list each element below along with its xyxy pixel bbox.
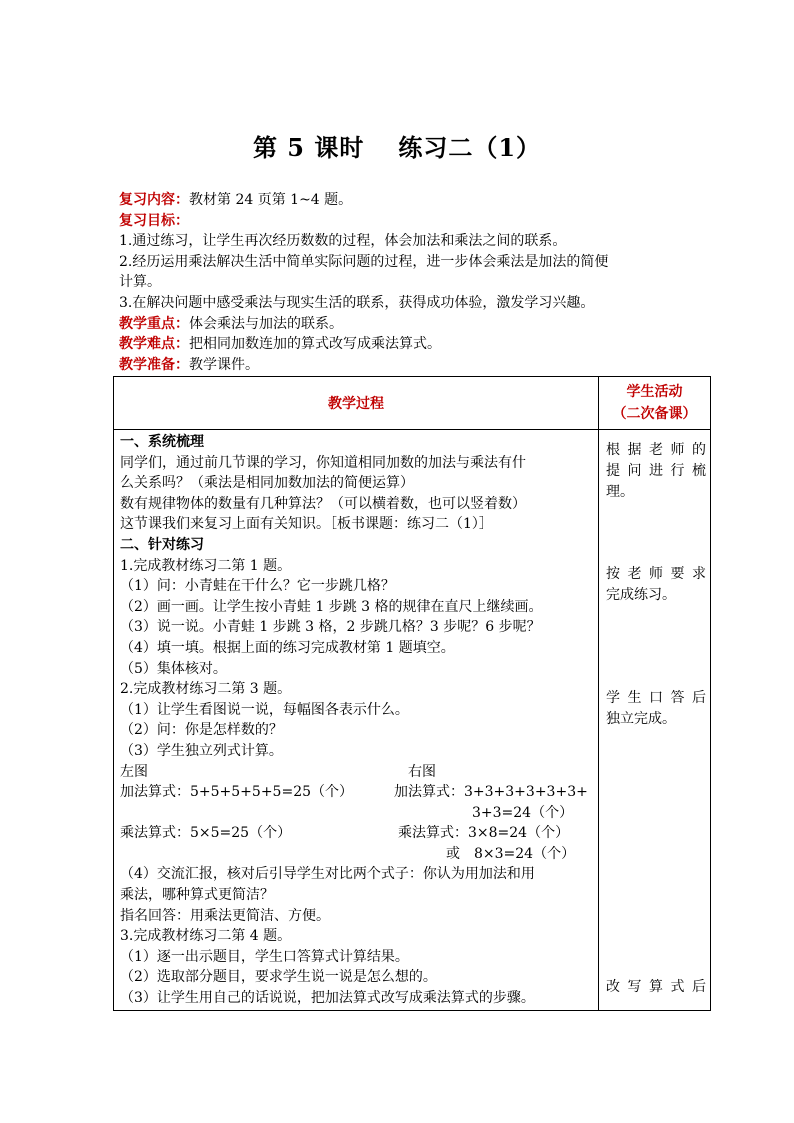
title-topic: 练习二（1） bbox=[398, 133, 542, 162]
process-line: （2）画一画。让学生按小青蛙 1 步跳 3 格的规律在直尺上继续画。 bbox=[120, 598, 543, 615]
info-line: 教学重点：体会乘法与加法的联系。 bbox=[119, 315, 343, 332]
activity-note: 根据老师的 bbox=[606, 442, 706, 458]
process-line: 这节课我们来复习上面有关知识。［板书课题：练习二（1）］ bbox=[120, 516, 493, 533]
info-line: 计算。 bbox=[119, 274, 161, 291]
process-line: 指名回答：用乘法更简洁、方便。 bbox=[120, 907, 330, 924]
process-line: （1）逐一出示题目，学生口答算式计算结果。 bbox=[120, 948, 409, 965]
process-line: （2）选取部分题目，要求学生说一说是怎么想的。 bbox=[120, 969, 437, 986]
title-lesson: 第 5 课时 bbox=[252, 133, 365, 162]
equation-row: 乘法算式：5×5=25（个） 乘法算式：3×8=24（个） bbox=[120, 825, 570, 842]
teaching-process-content bbox=[114, 430, 599, 1011]
activity-note: 独立完成。 bbox=[606, 711, 676, 727]
section-heading: 二、针对练习 bbox=[120, 536, 204, 553]
info-line: 1.通过练习，让学生再次经历数数的过程，体会加法和乘法之间的联系。 bbox=[119, 233, 567, 250]
process-line: （3）学生独立列式计算。 bbox=[120, 742, 283, 759]
process-line: （4）填一填。根据上面的练习完成教材第 1 题填空。 bbox=[120, 639, 455, 656]
equation-row: 加法算式：5+5+5+5+5=25（个） 加法算式：3+3+3+3+3+3+ bbox=[120, 784, 588, 801]
info-line: 2.经历运用乘法解决生活中简单实际问题的过程，进一步体会乘法是加法的简便 bbox=[119, 253, 609, 270]
header-teaching-process: 教学过程 bbox=[114, 377, 599, 430]
info-line: 复习目标： bbox=[119, 212, 189, 229]
info-line: 3.在解决问题中感受乘法与现实生活的联系，获得成功体验，激发学习兴趣。 bbox=[119, 294, 595, 311]
lesson-table bbox=[113, 376, 711, 1011]
activity-note: 完成练习。 bbox=[606, 587, 676, 603]
process-line: 同学们，通过前几节课的学习，你知道相同加数的加法与乘法有什 bbox=[120, 454, 526, 471]
process-line: 3.完成教材练习二第 4 题。 bbox=[120, 928, 292, 945]
header-student-activity: 学生活动 （二次备课） bbox=[599, 377, 711, 430]
process-line: 1.完成教材练习二第 1 题。 bbox=[120, 557, 292, 574]
process-line: （1）问：小青蛙在干什么？它一步跳几格？ bbox=[120, 578, 395, 595]
process-line: 乘法，哪种算式更简洁？ bbox=[120, 887, 274, 904]
process-line: （5）集体核对。 bbox=[120, 660, 227, 677]
process-line: 2.完成教材练习二第 3 题。 bbox=[120, 681, 292, 698]
process-line: 数有规律物体的数量有几种算法？（可以横着数，也可以竖着数） bbox=[120, 495, 526, 512]
page-title bbox=[0, 128, 794, 163]
activity-note: 按老师要求 bbox=[606, 566, 706, 582]
process-line: （1）让学生看图说一说，每幅图各表示什么。 bbox=[120, 701, 409, 718]
info-line: 教学难点：把相同加数连加的算式改写成乘法算式。 bbox=[119, 336, 441, 353]
process-line: （2）问：你是怎样数的？ bbox=[120, 722, 283, 739]
activity-note: 改写算式后 bbox=[606, 979, 706, 995]
activity-note: 学生口答后 bbox=[606, 690, 706, 706]
equation-continuation: 3+3=24（个） bbox=[472, 804, 574, 821]
equation-alternative: 或 8×3=24（个） bbox=[446, 845, 576, 862]
process-line: （3）让学生用自己的话说说，把加法算式改写成乘法算式的步骤。 bbox=[120, 990, 535, 1007]
lesson-info bbox=[119, 190, 709, 375]
process-line: （3）说一说。小青蛙 1 步跳 3 格，2 步跳几格？3 步呢？6 步呢？ bbox=[120, 619, 541, 636]
student-activity-content bbox=[599, 430, 711, 1011]
activity-note: 提问进行梳 bbox=[606, 463, 706, 479]
info-line: 教学准备：教学课件。 bbox=[119, 356, 259, 373]
info-line: 复习内容：教材第 24 页第 1~4 题。 bbox=[119, 192, 353, 208]
activity-note: 理。 bbox=[606, 484, 634, 500]
process-line: 么关系吗？（乘法是相同加数加法的简便运算） bbox=[120, 475, 414, 492]
equation-row: 左图 右图 bbox=[120, 763, 436, 780]
section-heading: 一、系统梳理 bbox=[120, 434, 204, 450]
process-line: （4）交流汇报，核对后引导学生对比两个式子：你认为用加法和用 bbox=[120, 866, 535, 883]
